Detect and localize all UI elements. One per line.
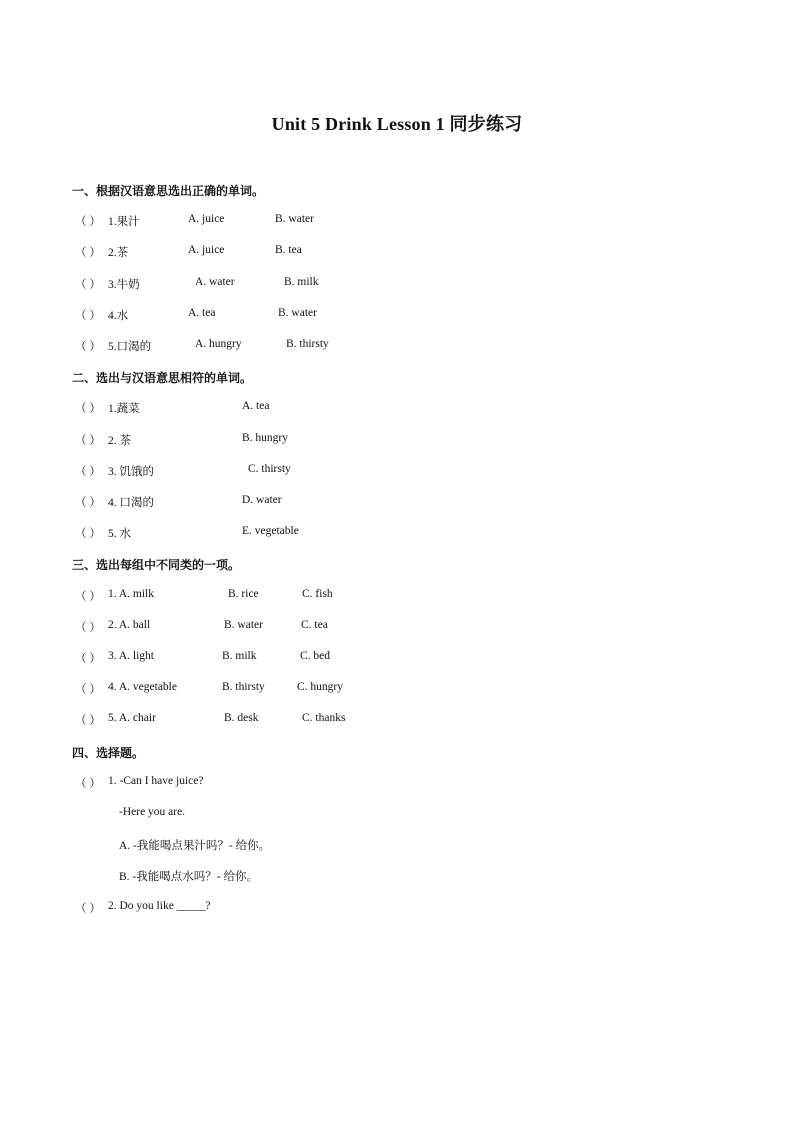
question-text: 5.口渴的 [108, 341, 152, 353]
answer-blank: （ ） [75, 715, 101, 727]
option-a: 4. A. vegetable [108, 681, 177, 693]
option-b: B. rice [228, 588, 259, 600]
answer-blank: （ ） [75, 528, 101, 540]
option-b: B. thirsty [222, 681, 265, 693]
answer-blank: （ ） [75, 247, 101, 259]
option-a: A. -我能喝点果汁吗？- 给你。 [119, 840, 271, 852]
option-b: B. water [224, 619, 263, 631]
answer-blank: （ ） [75, 778, 101, 790]
match-option: D. water [242, 494, 282, 506]
question-text: 2. 茶 [108, 435, 131, 447]
answer-blank: （ ） [75, 403, 101, 415]
section-2-heading: 二、选出与汉语意思相符的单词。 [72, 371, 253, 385]
question-text: 3.牛奶 [108, 279, 140, 291]
option-c: C. fish [302, 588, 333, 600]
question-text: 2. Do you like _____? [108, 900, 211, 912]
question-text: 1.果汁 [108, 216, 140, 228]
match-option: E. vegetable [242, 525, 299, 537]
answer-blank: （ ） [75, 466, 101, 478]
option-a: 5. A. chair [108, 712, 156, 724]
option-b: B. water [275, 213, 314, 225]
match-option: C. thirsty [248, 463, 291, 475]
option-c: C. bed [300, 650, 331, 662]
answer-blank: （ ） [75, 622, 101, 634]
option-a: A. juice [188, 213, 225, 225]
answer-blank: （ ） [75, 591, 101, 603]
match-option: A. tea [242, 400, 270, 412]
match-option: B. hungry [242, 432, 288, 444]
section-4-heading: 四、选择题。 [72, 746, 145, 760]
section-3-heading: 三、选出每组中不同类的一项。 [72, 558, 241, 572]
answer-blank: （ ） [75, 435, 101, 447]
option-a: A. hungry [195, 338, 242, 350]
option-b: B. milk [222, 650, 257, 662]
option-b: B. water [278, 307, 317, 319]
question-text: 5. 水 [108, 528, 131, 540]
answer-blank: （ ） [75, 653, 101, 665]
section-1-heading: 一、根据汉语意思选出正确的单词。 [72, 184, 265, 198]
question-text: 1. -Can I have juice? [108, 775, 204, 787]
answer-blank: （ ） [75, 497, 101, 509]
question-text: 4.水 [108, 310, 129, 322]
option-a: A. juice [188, 244, 225, 256]
page-title: Unit 5 Drink Lesson 1 同步练习 [271, 114, 523, 134]
question-text: 3. 饥饿的 [108, 466, 154, 478]
option-b: B. tea [275, 244, 302, 256]
option-c: C. tea [301, 619, 328, 631]
option-c: C. thanks [302, 712, 346, 724]
option-b: B. desk [224, 712, 259, 724]
dialogue-reply: -Here you are. [119, 806, 186, 818]
option-b: B. thirsty [286, 338, 329, 350]
option-b: B. milk [284, 276, 319, 288]
answer-blank: （ ） [75, 310, 101, 322]
answer-blank: （ ） [75, 341, 101, 353]
answer-blank: （ ） [75, 216, 101, 228]
option-b: B. -我能喝点水吗？- 给你。 [119, 871, 258, 883]
option-c: C. hungry [297, 681, 343, 693]
option-a: A. water [195, 276, 235, 288]
question-text: 4. 口渴的 [108, 497, 154, 509]
answer-blank: （ ） [75, 903, 101, 915]
answer-blank: （ ） [75, 684, 101, 696]
answer-blank: （ ） [75, 279, 101, 291]
question-text: 2.茶 [108, 247, 129, 259]
option-a: 3. A. light [108, 650, 155, 662]
question-text: 1.蔬菜 [108, 403, 140, 415]
option-a: 2. A. ball [108, 619, 151, 631]
option-a: A. tea [188, 307, 216, 319]
option-a: 1. A. milk [108, 588, 155, 600]
